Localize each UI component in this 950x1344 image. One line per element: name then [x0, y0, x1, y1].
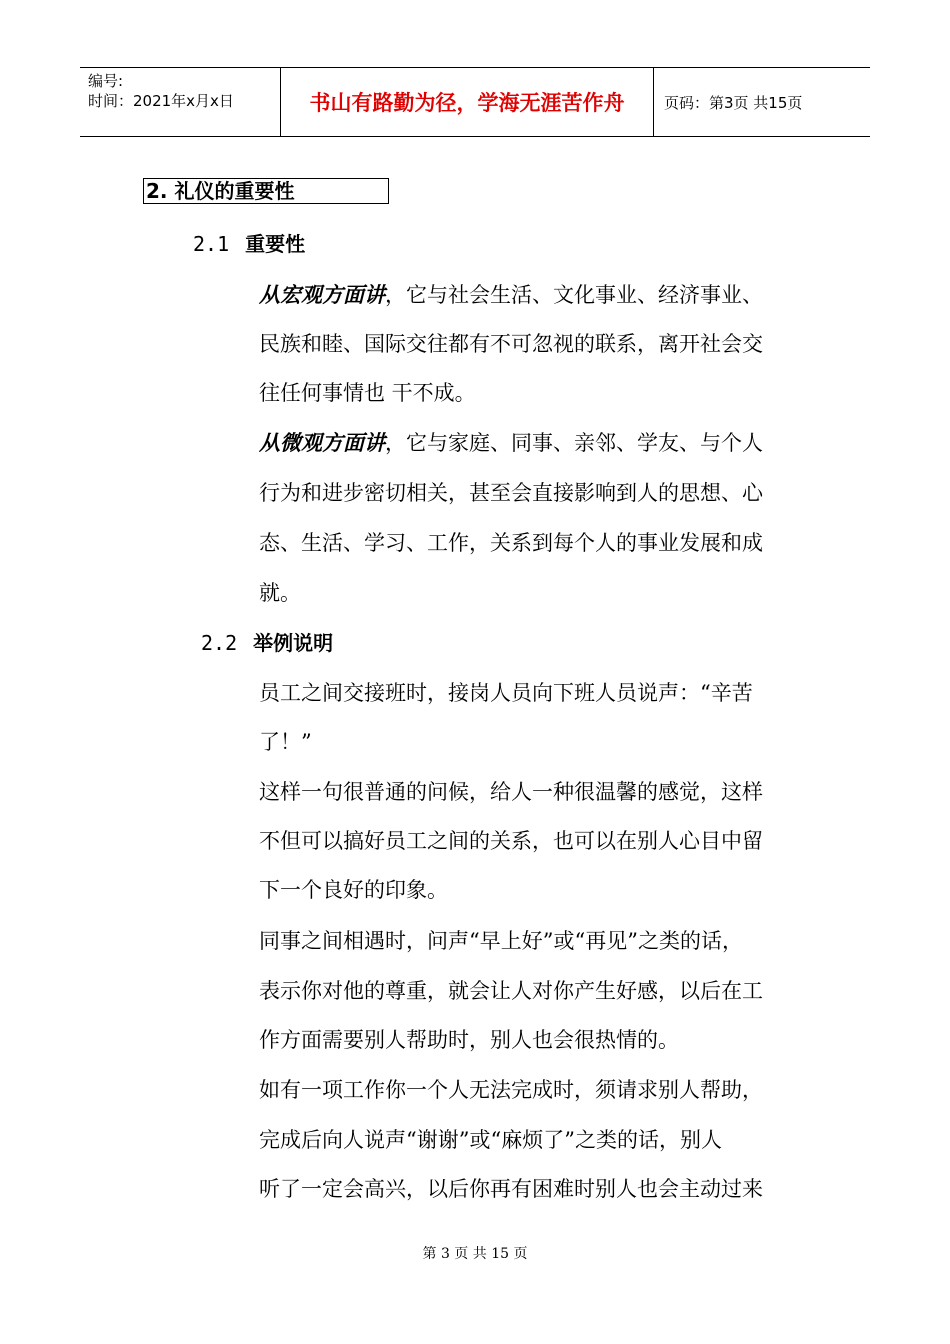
- paragraph-line: 就。: [259, 581, 301, 605]
- paragraph-line: 如有一项工作你一个人无法完成时，须请求别人帮助，: [259, 1078, 763, 1102]
- paragraph-line: 完成后向人说声“谢谢”或“麻烦了”之类的话，别人: [259, 1128, 722, 1152]
- paragraph-line: 下一个良好的印象。: [259, 878, 448, 902]
- paragraph-line: 了！”: [259, 730, 312, 754]
- subsection-number: 2.2: [201, 631, 238, 655]
- paragraph-text: ，它与家庭、同事、亲邻、学友、与个人: [385, 431, 763, 455]
- paragraph-line: 行为和进步密切相关，甚至会直接影响到人的思想、心: [259, 481, 763, 505]
- paragraph-line: 员工之间交接班时，接岗人员向下班人员说声：“辛苦: [259, 681, 753, 705]
- document-date-label: 时间：2021年x月x日: [88, 92, 234, 110]
- paragraph-line: 往任何事情也 干不成。: [259, 381, 476, 405]
- paragraph-line: [259, 428, 763, 458]
- header-meta-cell: [80, 68, 281, 136]
- paragraph-line: 同事之间相遇时，问声“早上好”或“再见”之类的话，: [259, 929, 743, 953]
- paragraph-line: 作方面需要别人帮助时，别人也会很热情的。: [259, 1028, 679, 1052]
- paragraph-line: 民族和睦、国际交往都有不可忽视的联系，离开社会交: [259, 332, 763, 356]
- emphasis-lead: 从微观方面讲: [259, 430, 385, 455]
- paragraph-line: 态、生活、学习、工作，关系到每个人的事业发展和成: [259, 531, 763, 555]
- paragraph-line: 不但可以搞好员工之间的关系，也可以在别人心目中留: [259, 829, 763, 853]
- paragraph-line: [259, 280, 763, 310]
- paragraph-text: ，它与社会生活、文化事业、经济事业、: [385, 283, 763, 307]
- subsection-heading-2-2: [201, 630, 333, 656]
- header-motto: 书山有路勤为径，学海无涯苦作舟: [281, 68, 654, 136]
- section-heading: 2. 礼仪的重要性: [143, 178, 389, 204]
- paragraph-line: 听了一定会高兴，以后你再有困难时别人也会主动过来: [259, 1177, 763, 1201]
- header-page-info: 页码：第3页 共15页: [664, 93, 803, 112]
- page-header: [80, 67, 870, 137]
- subsection-title: 重要性: [245, 232, 306, 256]
- emphasis-lead: 从宏观方面讲: [259, 282, 385, 307]
- subsection-number: 2.1: [193, 232, 230, 256]
- paragraph-line: 表示你对他的尊重，就会让人对你产生好感，以后在工: [259, 979, 763, 1003]
- subsection-title: 举例说明: [253, 631, 334, 655]
- page-footer: 第 3 页 共 15 页: [422, 1246, 528, 1262]
- subsection-heading-2-1: [193, 231, 305, 257]
- document-number-label: 编号:: [88, 72, 124, 90]
- paragraph-line: 这样一句很普通的问候，给人一种很温馨的感觉，这样: [259, 780, 763, 804]
